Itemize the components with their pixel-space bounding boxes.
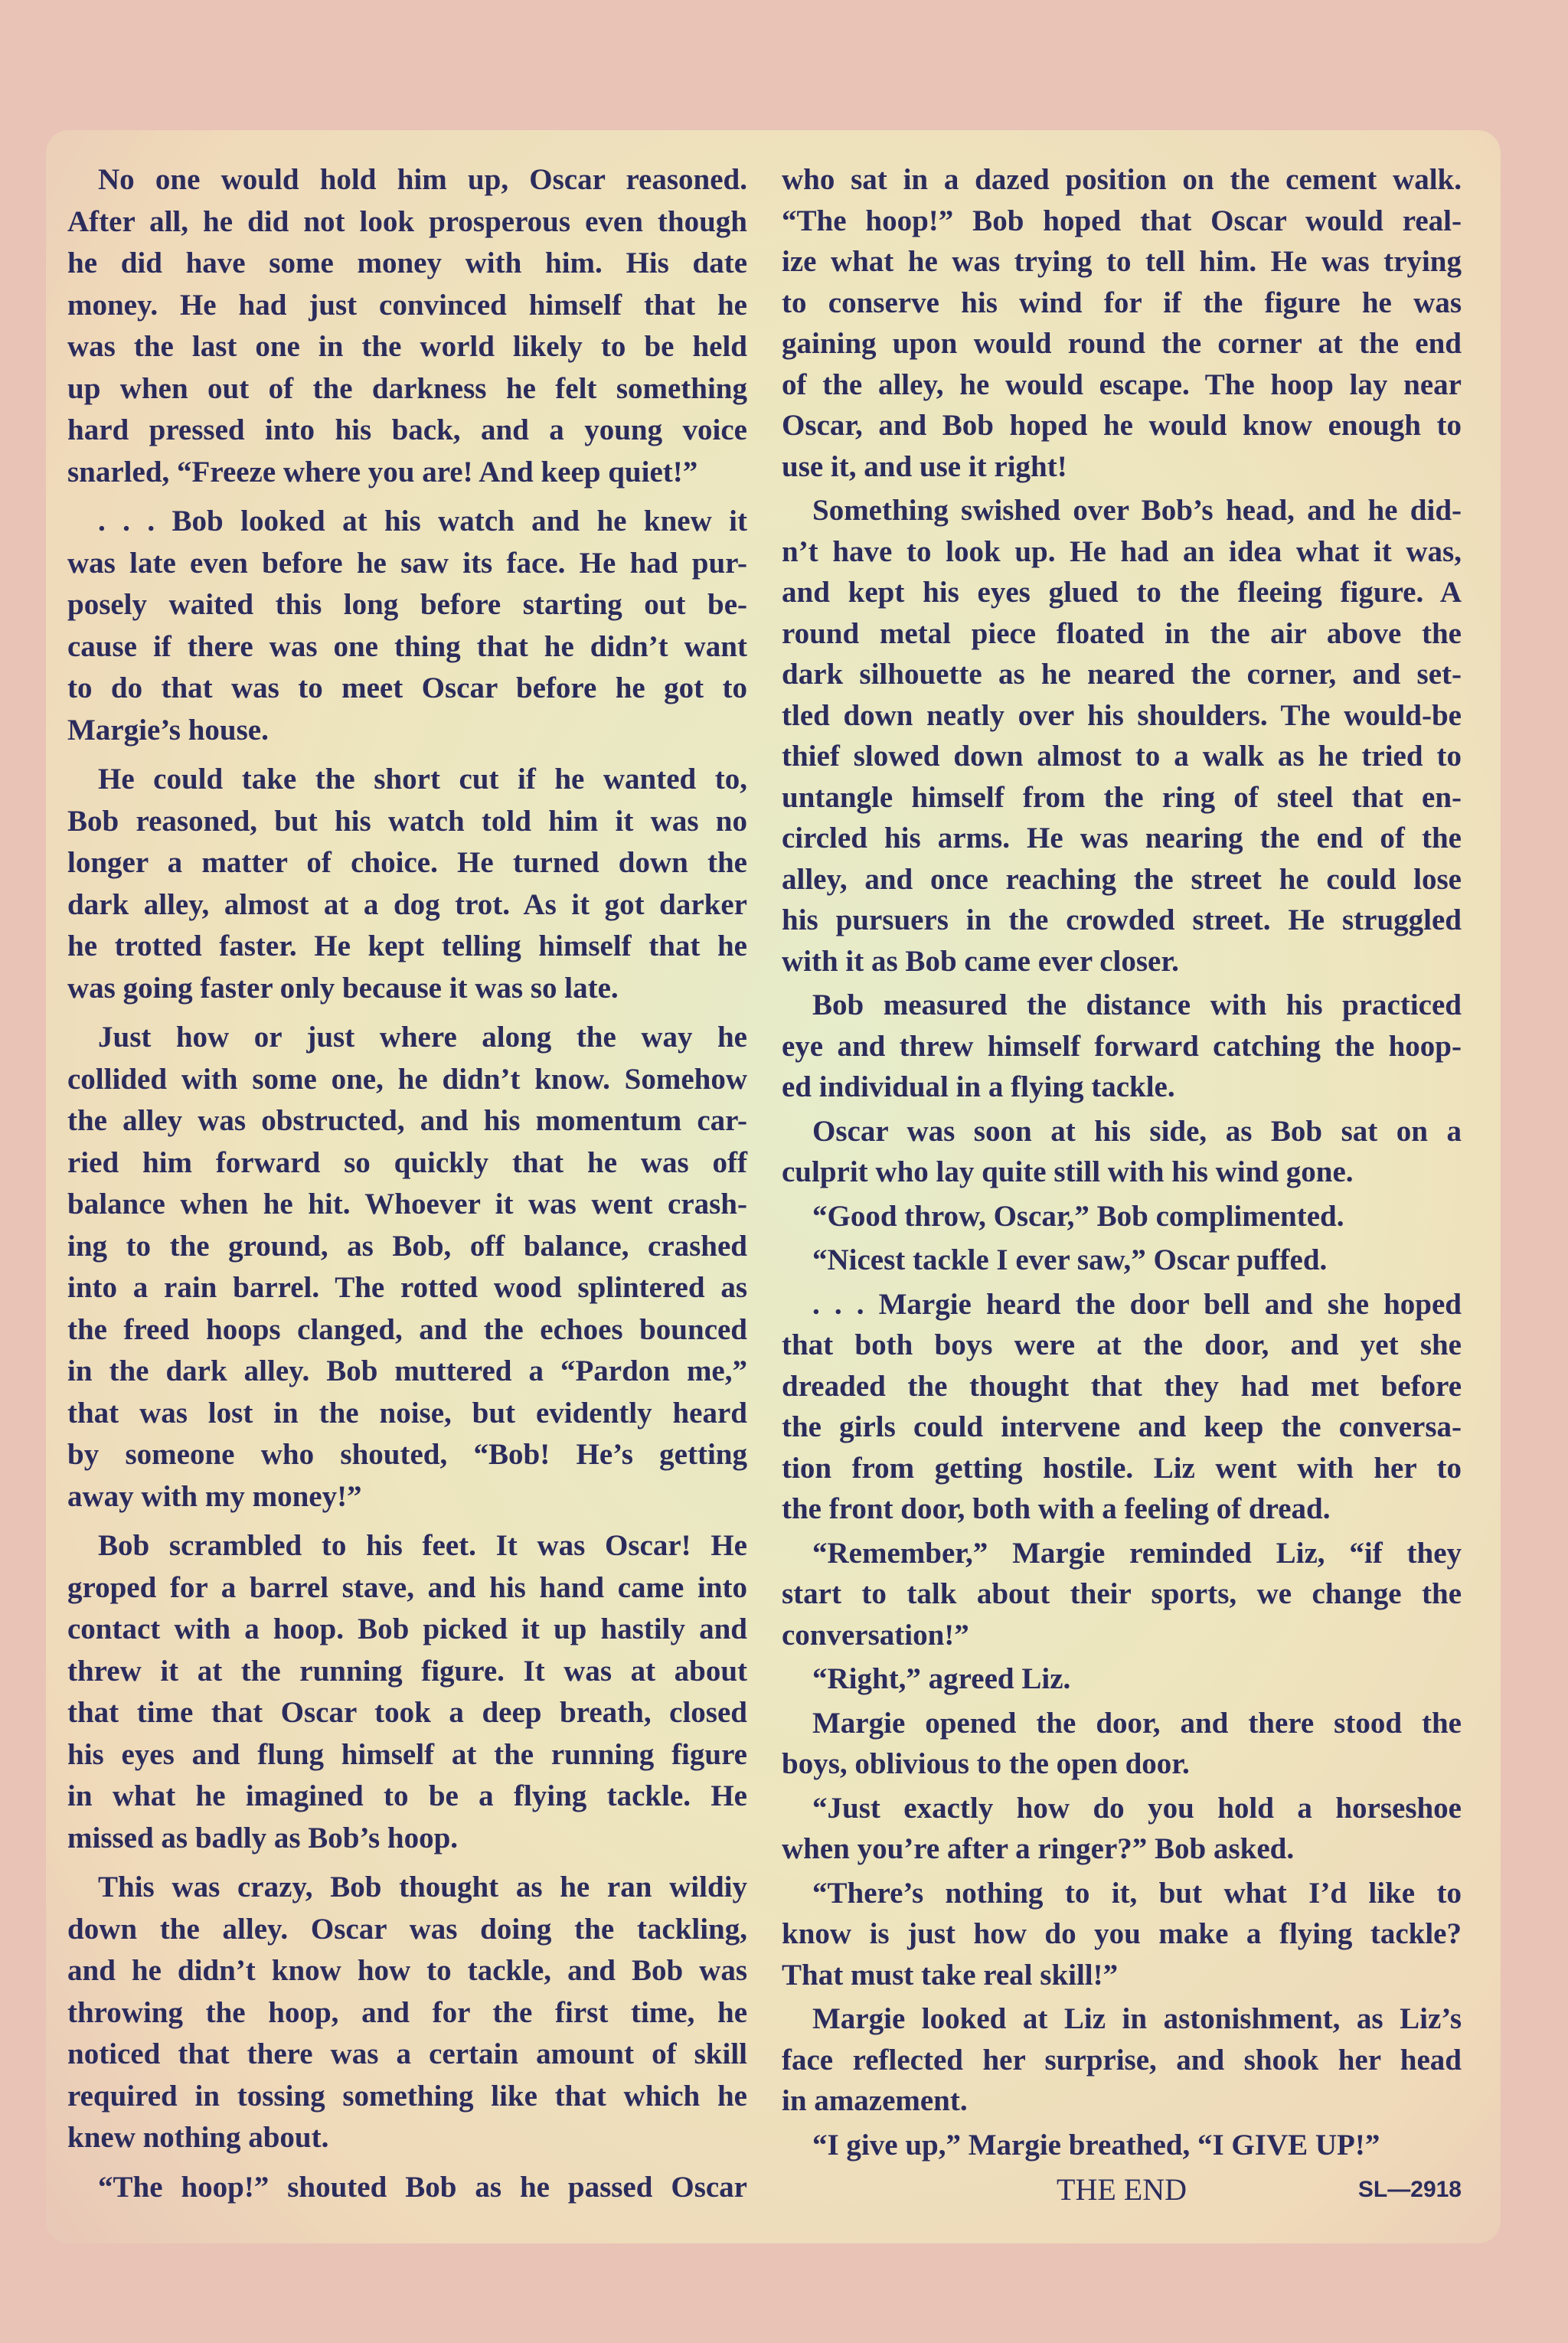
text-line: . . . Margie heard the door bell and she hoped	[812, 1287, 1462, 1321]
text-line: throwing the hoop, and for the first time, he	[67, 1995, 747, 2029]
text-line: balance when he hit. Whoever it was went crash-	[67, 1188, 747, 1221]
text-line: snarled, “Freeze where you are! And keep quiet!”	[67, 455, 698, 489]
text-line: eye and threw himself forward catching the hoop-	[782, 1029, 1462, 1063]
text-line: This was crazy, Bob thought as he ran wildiy	[98, 1871, 747, 1903]
story-code: SL—2918	[1357, 2177, 1462, 2202]
right-text-column	[782, 159, 1462, 2211]
text-line: knew nothing about.	[67, 2121, 329, 2154]
paragraph	[782, 1873, 1462, 1996]
text-line: when you’re after a ringer?” Bob asked.	[782, 1832, 1295, 1865]
paragraph	[782, 1658, 1462, 1700]
text-line: ize what he was trying to tell him. He was trying	[782, 245, 1462, 278]
text-line: with it as Bob came ever closer.	[782, 944, 1179, 978]
text-line: missed as badly as Bob’s hoop.	[67, 1821, 459, 1854]
text-line: round metal piece floated in the air above the	[782, 616, 1462, 650]
text-line: start to talk about their sports, we change the	[782, 1577, 1462, 1610]
text-line: of the alley, he would escape. The hoop lay near	[782, 368, 1462, 401]
text-line: posely waited this long before starting out be-	[67, 588, 747, 621]
text-line: that both boys were at the door, and yet she	[782, 1328, 1462, 1361]
paragraph	[67, 501, 747, 751]
paragraph	[782, 1533, 1462, 1656]
text-line: tled down neatly over his shoulders. The would-be	[782, 698, 1462, 732]
text-line: required in tossing something like that which he	[67, 2079, 747, 2113]
text-line: noticed that there was a certain amount of skill	[67, 2037, 747, 2070]
text-line: that was lost in the noise, but evidently heard	[67, 1396, 747, 1430]
text-line: circled his arms. He was nearing the end of the	[782, 822, 1462, 855]
text-line: use it, and use it right!	[782, 449, 1067, 483]
text-line: “There’s nothing to it, but what I’d like to	[812, 1876, 1462, 1910]
text-line: into a rain barrel. The rotted wood splintered as	[67, 1271, 747, 1304]
text-line: was going faster only because it was so late.	[67, 971, 619, 1005]
text-line: Bob reasoned, but his watch told him it was no	[67, 804, 747, 838]
text-line: Bob scrambled to his feet. It was Oscar! He	[98, 1529, 747, 1562]
text-line: Something swished over Bob’s head, and he did-	[812, 494, 1462, 527]
paragraph	[67, 1867, 747, 2159]
text-line: tion from getting hostile. Liz went with her to	[782, 1451, 1462, 1485]
text-line: his eyes and flung himself at the running figure	[67, 1737, 747, 1771]
text-line: Bob measured the distance with his practiced	[812, 989, 1462, 1021]
story-footer	[782, 2168, 1462, 2211]
text-line: collided with some one, he didn’t know. Somehow	[67, 1062, 747, 1096]
paragraph	[782, 1788, 1462, 1870]
text-line: “Good throw, Oscar,” Bob complimented.	[812, 1199, 1344, 1233]
text-line: untangle himself from the ring of steel that en-	[782, 780, 1462, 814]
the-end-label: THE END	[1057, 2172, 1187, 2207]
right-paragraphs	[782, 159, 1462, 2165]
text-line: money. He had just convinced himself that he	[67, 288, 747, 322]
paragraph	[67, 159, 747, 493]
text-line: ing to the ground, as Bob, off balance, crashed	[67, 1229, 747, 1263]
paragraph	[67, 1525, 747, 1859]
text-line: “Just exactly how do you hold a horseshoe	[812, 1791, 1462, 1825]
text-line: . . . Bob looked at his watch and he knew it	[98, 505, 747, 538]
text-line: “I give up,” Margie breathed, “I GIVE UP!”	[812, 2128, 1380, 2162]
text-line: face reflected her surprise, and shook her head	[782, 2043, 1462, 2077]
text-line: He could take the short cut if he wanted to,	[98, 763, 747, 796]
text-line: to do that was to meet Oscar before he got to	[67, 672, 747, 704]
text-line: threw it at the running figure. It was at about	[67, 1654, 747, 1688]
text-line: down the alley. Oscar was doing the tackling,	[67, 1912, 747, 1946]
text-line: groped for a barrel stave, and his hand came into	[67, 1570, 747, 1604]
paragraph	[782, 1703, 1462, 1785]
text-line: Oscar was soon at his side, as Bob sat on a	[812, 1114, 1462, 1148]
paragraph	[782, 159, 1462, 487]
text-line: up when out of the darkness he felt something	[67, 371, 747, 405]
text-line: “Right,” agreed Liz.	[812, 1662, 1071, 1695]
text-line: n’t have to look up. He had an idea what it was,	[782, 534, 1462, 568]
text-line: and he didn’t know how to tackle, and Bob was	[67, 1954, 747, 1987]
text-line: ried him forward so quickly that he was off	[67, 1145, 747, 1179]
text-line: hard pressed into his back, and a young voice	[67, 413, 747, 446]
text-line: who sat in a dazed position on the cement walk.	[782, 163, 1462, 196]
paragraph	[67, 2167, 747, 2209]
left-text-column	[67, 159, 747, 2208]
text-line: he did have some money with him. His date	[67, 247, 747, 279]
text-line: in the dark alley. Bob muttered a “Pardon me,”	[67, 1354, 747, 1387]
paragraph	[782, 1240, 1462, 1281]
text-line: was the last one in the world likely to be held	[67, 330, 747, 363]
text-line: the alley was obstructed, and his momentum car-	[67, 1104, 747, 1137]
text-line: No one would hold him up, Oscar reasoned.	[98, 163, 747, 196]
text-line: dreaded the thought that they had met before	[782, 1369, 1462, 1403]
text-line: gaining upon would round the corner at the end	[782, 327, 1462, 360]
text-line: that time that Oscar took a deep breath, closed	[67, 1696, 747, 1729]
text-line: “Remember,” Margie reminded Liz, “if they	[812, 1536, 1462, 1570]
text-line: conversation!”	[782, 1618, 969, 1652]
text-line: longer a matter of choice. He turned down the	[67, 846, 747, 879]
text-line: Margie’s house.	[67, 713, 269, 747]
text-line: the freed hoops clanged, and the echoes bounced	[67, 1312, 747, 1346]
text-line: and kept his eyes glued to the fleeing figure. A	[782, 576, 1462, 609]
text-line: alley, and once reaching the street he could lose	[782, 862, 1462, 896]
text-line: was late even before he saw its face. He had pur-	[67, 546, 747, 580]
text-line: cause if there was one thing that he didn’t want	[67, 629, 747, 663]
text-line: dark alley, almost at a dog trot. As it got darker	[67, 887, 747, 921]
paragraph	[782, 1196, 1462, 1237]
paragraph	[782, 1111, 1462, 1193]
text-line: After all, he did not look prosperous even though	[67, 204, 747, 238]
text-line: he trotted faster. He kept telling himself that he	[67, 930, 747, 962]
text-line: in what he imagined to be a flying tackle. He	[67, 1779, 747, 1812]
paragraph	[782, 1284, 1462, 1530]
text-line: That must take real skill!”	[782, 1958, 1119, 1992]
text-line: by someone who shouted, “Bob! He’s getting	[67, 1438, 747, 1471]
text-line: Oscar, and Bob hoped he would know enough to	[782, 409, 1462, 442]
paragraph	[782, 490, 1462, 982]
text-line: “Nicest tackle I ever saw,” Oscar puffed.	[812, 1243, 1328, 1276]
text-line: Margie looked at Liz in astonishment, as Liz’s	[812, 2002, 1462, 2035]
text-line: thief slowed down almost to a walk as he tried to	[782, 740, 1462, 773]
paragraph	[67, 759, 747, 1009]
text-line: ed individual in a flying tackle.	[782, 1070, 1175, 1103]
text-line: boys, oblivious to the open door.	[782, 1747, 1190, 1780]
paragraph	[782, 985, 1462, 1108]
text-line: the front door, both with a feeling of dread.	[782, 1492, 1331, 1525]
text-line: “The hoop!” Bob hoped that Oscar would real-	[782, 204, 1462, 237]
paragraph	[782, 1998, 1462, 2122]
text-line: to conserve his wind for if the figure he was	[782, 286, 1462, 319]
text-line: away with my money!”	[67, 1479, 362, 1513]
text-line: Just how or just where along the way he	[98, 1021, 747, 1054]
text-line: know is just how do you make a flying tackle?	[782, 1917, 1462, 1950]
text-line: dark silhouette as he neared the corner, and set-	[782, 658, 1462, 691]
text-line: Margie opened the door, and there stood the	[812, 1706, 1462, 1740]
text-line: contact with a hoop. Bob picked it up hastily and	[67, 1613, 747, 1645]
text-line: “The hoop!” shouted Bob as he passed Oscar	[98, 2170, 747, 2204]
paragraph	[67, 1017, 747, 1518]
text-line: in amazement.	[782, 2084, 968, 2117]
text-line: his pursuers in the crowded street. He struggled	[782, 904, 1462, 936]
text-line: culprit who lay quite still with his wind gone.	[782, 1155, 1354, 1188]
paragraph	[782, 2125, 1462, 2166]
text-line: the girls could intervene and keep the conversa-	[782, 1410, 1462, 1443]
